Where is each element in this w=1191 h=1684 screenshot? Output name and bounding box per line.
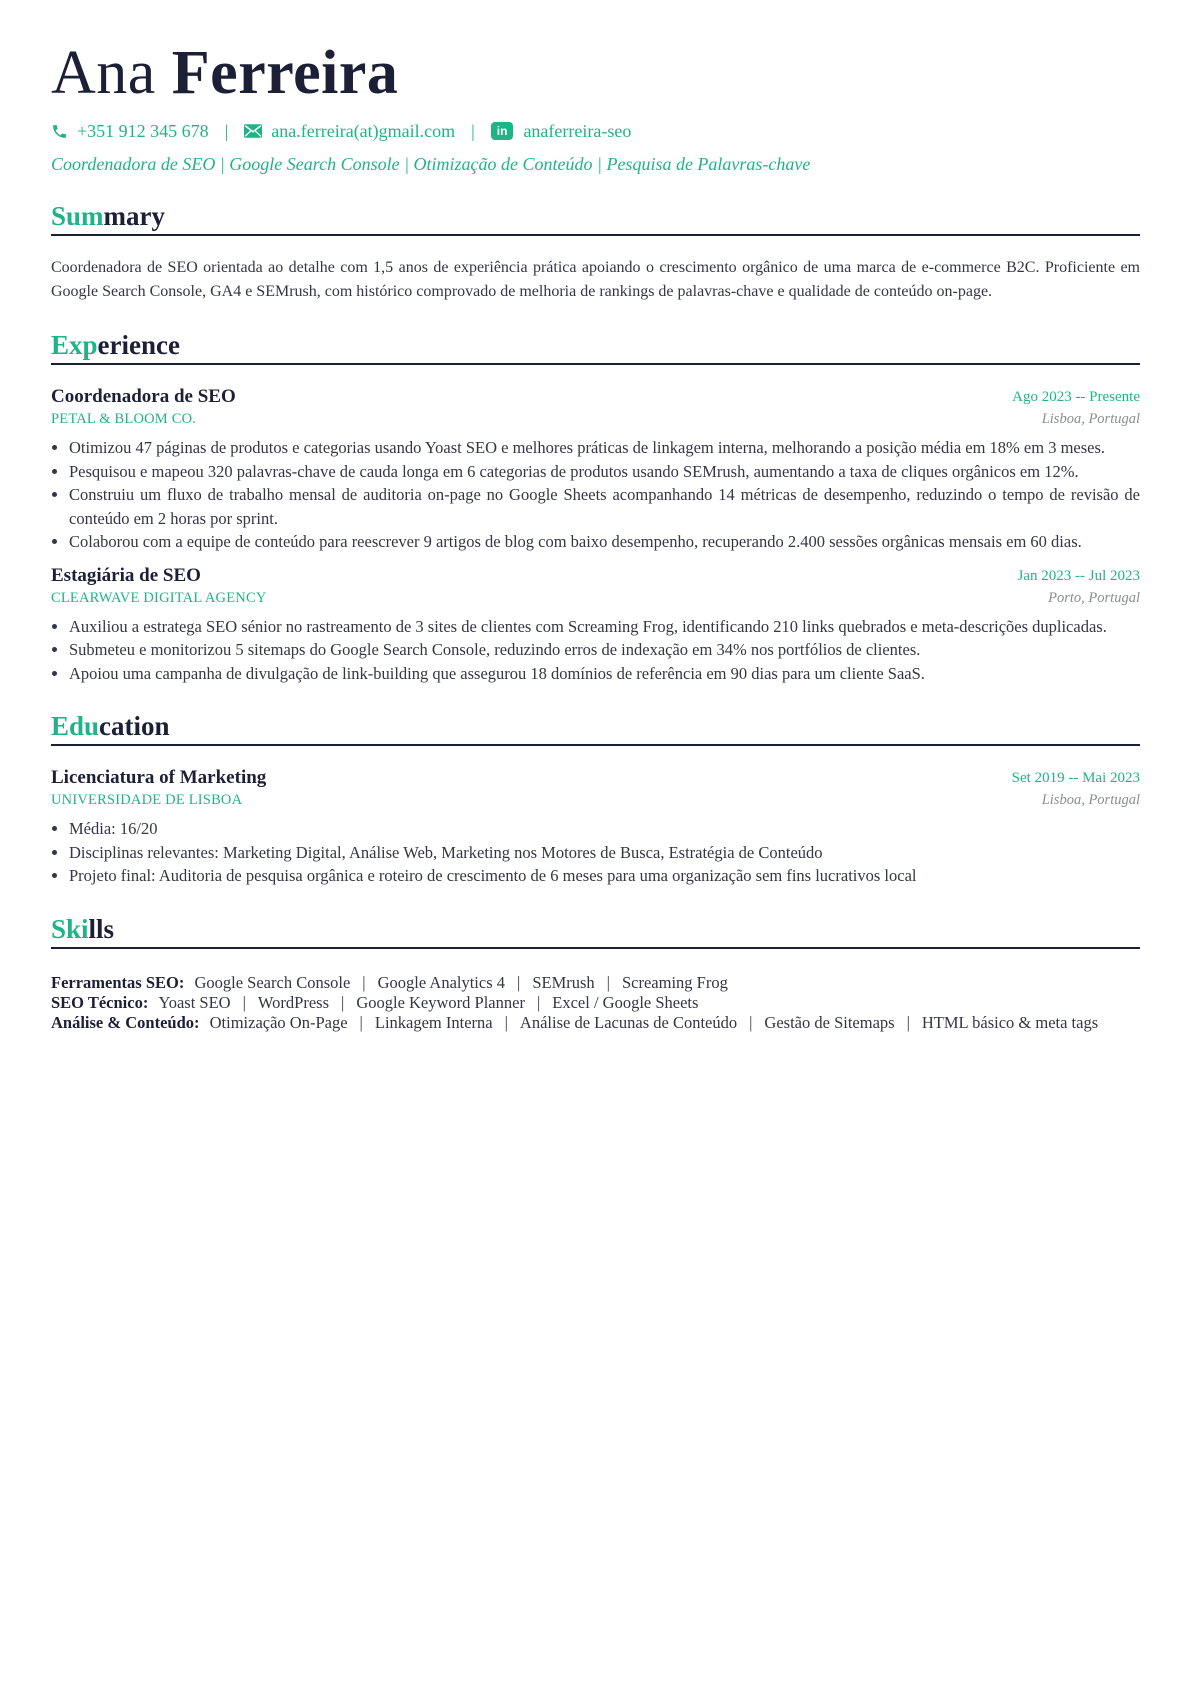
summary-text: Coordenadora de SEO orientada ao detalhe com 1,5 anos de experiência prática apoiando o crescimento orgânico de uma marca de e-commerce B2C. Proficiente em Google Search Console, GA4 e SEMrush, com histórico comprovado de melhoria de rankings de palavras-chave e qualidade de conteúdo on-page. [51, 259, 1140, 300]
skills-label: Análise & Conteúdo: [51, 1012, 200, 1032]
employer: CLEARWAVE DIGITAL AGENCY [51, 589, 267, 606]
institution: UNIVERSIDADE DE LISBOA [51, 792, 243, 808]
skill-item: Yoast SEO [158, 992, 231, 1012]
job-location: Lisboa, Portugal [1041, 411, 1140, 427]
email-contact[interactable] [244, 121, 455, 142]
experience-entry [51, 564, 1140, 686]
degree-title: Licenciatura of Marketing [51, 767, 267, 788]
education-entry [51, 766, 1140, 888]
skill-separator: | [504, 1012, 508, 1032]
section-title-education: Education [51, 709, 1140, 746]
job-title: Coordenadora de SEO [51, 386, 236, 407]
section-title-experience: Experience [51, 328, 1140, 365]
skill-item: Google Keyword Planner [356, 992, 525, 1012]
bullet-item: • Projeto final: Auditoria de pesquisa orgânica e roteiro de crescimento de 6 meses para uma organização sem fins lucrativos local [69, 864, 1140, 888]
linkedin-handle: anaferreira-seo [523, 120, 632, 141]
linkedin-contact[interactable] [491, 121, 632, 142]
bullet-item: • Média: 16/20 [69, 817, 1140, 841]
job-dates: Jan 2023 -- Jul 2023 [1017, 567, 1140, 584]
section-title-summary: Summary [51, 199, 1140, 236]
skills-section [51, 912, 1140, 1033]
section-title-skills: Skills [51, 912, 1140, 949]
first-name: Ana [51, 39, 156, 107]
job-dates: Ago 2023 -- Presente [1012, 389, 1140, 405]
skill-separator: | [359, 1012, 363, 1032]
email-address: ana.ferreira(at)gmail.com [271, 120, 456, 141]
skill-item: Google Analytics 4 [377, 972, 506, 992]
skill-item: Linkagem Interna [374, 1012, 493, 1032]
bullet-item: • Auxiliou a estratega SEO sénior no rastreamento de 3 sites de clientes com Screaming Frog, identificando 210 links quebrados e meta-descrições duplicadas. [69, 615, 1140, 639]
education-bullets [51, 817, 1140, 888]
phone-icon [51, 123, 68, 140]
skill-separator: | [242, 992, 246, 1012]
job-bullets [51, 436, 1140, 554]
bullet-item: • Pesquisou e mapeou 320 palavras-chave de cauda longa em 6 categorias de produtos usando SEMrush, aumentando a taxa de cliques orgânicos em 12%. [69, 460, 1140, 484]
skills-row [51, 993, 1140, 1013]
skill-item: Excel / Google Sheets [552, 992, 699, 1012]
skill-separator: | [606, 972, 610, 992]
contact-line [51, 116, 1140, 146]
education-dates: Set 2019 -- Mai 2023 [1011, 770, 1140, 786]
skills-label: Ferramentas SEO: [51, 972, 185, 992]
skill-separator: | [536, 992, 541, 1012]
summary-section [51, 199, 1140, 304]
bullet-item: • Disciplinas relevantes: Marketing Digital, Análise Web, Marketing nos Motores de Busca, Estratégia de Conteúdo [69, 841, 1140, 865]
linkedin-icon: in [491, 122, 514, 140]
education-section [51, 709, 1140, 888]
employer: PETAL & BLOOM CO. [51, 411, 197, 427]
job-location: Porto, Portugal [1048, 589, 1140, 606]
skill-item: Screaming Frog [621, 972, 728, 992]
headline-tagline: Coordenadora de SEO | Google Search Console | Otimização de Conteúdo | Pesquisa de Palavras-chave [51, 154, 811, 174]
bullet-item: • Apoiou uma campanha de divulgação de link-building que assegurou 18 domínios de referência em 90 dias para um cliente SaaS. [69, 662, 1140, 686]
phone-contact[interactable] [51, 121, 209, 142]
skills-label: SEO Técnico: [51, 992, 149, 1012]
skill-item: Análise de Lacunas de Conteúdo [519, 1012, 738, 1032]
skill-separator: | [341, 992, 345, 1012]
bullet-item: • Construiu um fluxo de trabalho mensal de auditoria on-page no Google Sheets acompanhando 14 métricas de desempenho, reduzindo o tempo de revisão de conteúdo em 2 horas por sprint. [69, 483, 1140, 530]
experience-section [51, 328, 1140, 685]
bullet-item: • Colaborou com a equipe de conteúdo para reescrever 9 artigos de blog com baixo desempenho, recuperando 2.400 sessões orgânicas mensais em 60 dias. [69, 530, 1140, 554]
skill-item: Google Search Console [194, 972, 351, 992]
skill-separator: | [906, 1012, 910, 1032]
skills-row [51, 973, 1140, 993]
phone-number: +351 912 345 678 [77, 120, 209, 141]
experience-entry [51, 385, 1140, 554]
skill-item: SEMrush [532, 972, 595, 992]
last-name: Ferreira [171, 39, 399, 107]
skills-row [51, 1013, 1140, 1033]
skills-list [51, 973, 1140, 1033]
email-icon [244, 124, 262, 138]
education-location: Lisboa, Portugal [1041, 792, 1140, 808]
contact-separator: | [471, 120, 475, 141]
skill-item: Gestão de Sitemaps [764, 1012, 895, 1032]
bullet-item: • Otimizou 47 páginas de produtos e categorias usando Yoast SEO e melhores práticas de linkagem interna, melhorando a posição média em 18% em 3 meses. [69, 436, 1140, 460]
skill-item: HTML básico & meta tags [921, 1012, 1099, 1032]
skill-separator: | [749, 1012, 753, 1032]
job-title: Estagiária de SEO [51, 564, 201, 586]
candidate-name [51, 36, 1140, 110]
skill-item: WordPress [257, 992, 329, 1012]
skill-separator: | [517, 972, 521, 992]
contact-separator: | [224, 120, 229, 141]
bullet-item: • Submeteu e monitorizou 5 sitemaps do Google Search Console, reduzindo erros de indexação em 34% nos portfólios de clientes. [69, 638, 1140, 662]
job-bullets [51, 615, 1140, 686]
skill-item: Otimização On-Page [209, 1012, 348, 1032]
skill-separator: | [362, 972, 366, 992]
